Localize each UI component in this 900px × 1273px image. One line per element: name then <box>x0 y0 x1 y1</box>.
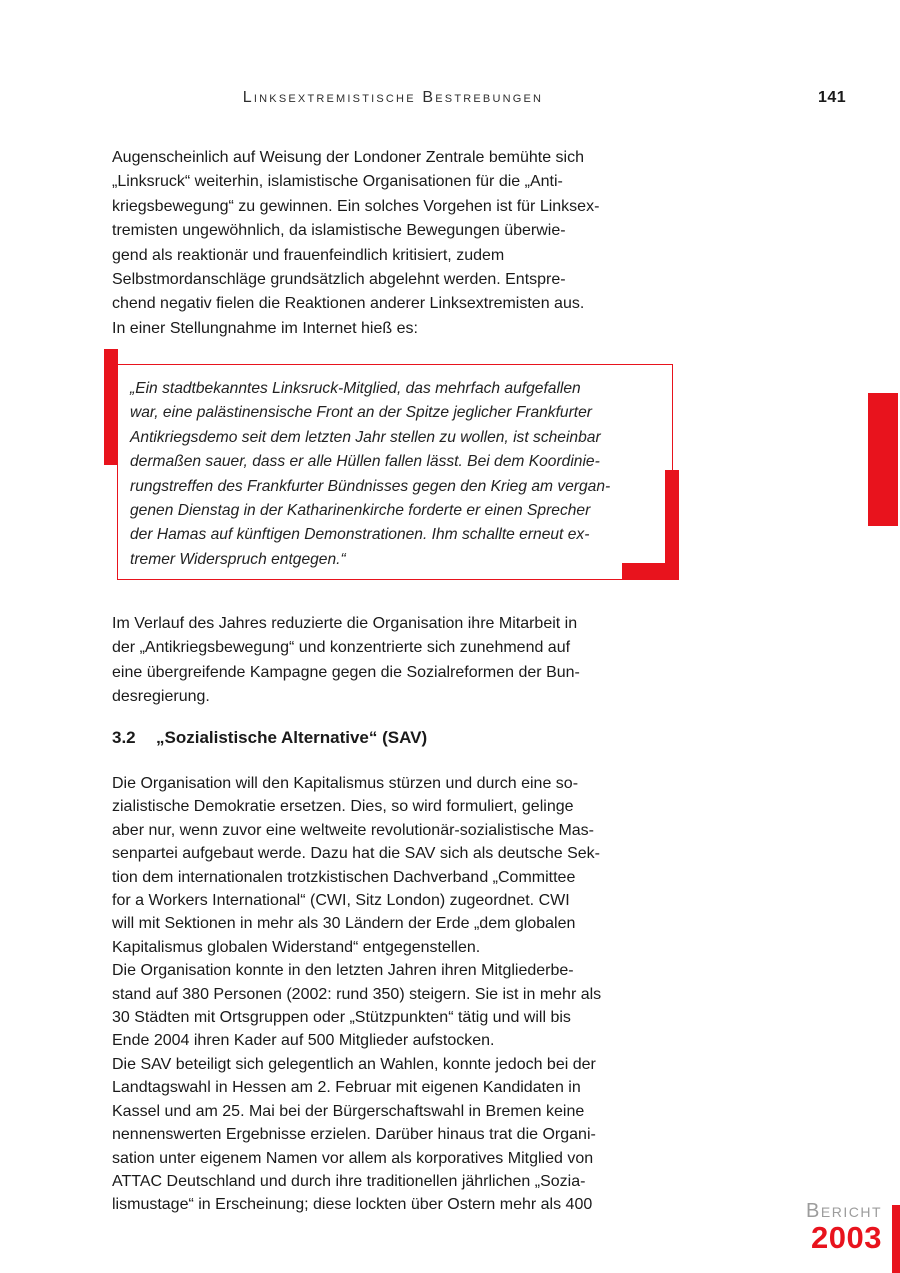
text-line: genen Dienstag in der Katharinenkirche forderte er einen Sprecher <box>130 502 591 520</box>
text-line: dermaßen sauer, dass er alle Hüllen fallen lässt. Bei dem Koordinie- <box>130 453 600 471</box>
text-line: will mit Sektionen in mehr als 30 Ländern der Erde „dem globalen <box>112 915 576 933</box>
text-line: ATTAC Deutschland und durch ihre traditionellen jährlichen „Sozia- <box>112 1172 586 1190</box>
text-line: Augenscheinlich auf Weisung der Londoner Zentrale bemühte sich <box>112 149 584 166</box>
text-line: stand auf 380 Personen (2002: rund 350) steigern. Sie ist in mehr als <box>112 985 602 1003</box>
text-line: tremer Widerspruch entgegen.“ <box>130 550 346 568</box>
text-line: der Hamas auf künftigen Demonstrationen. Ihm schallte erneut ex- <box>130 526 590 544</box>
body-paragraph-3 <box>112 772 677 1217</box>
quote-box <box>117 364 673 580</box>
report-label: Bericht <box>806 1200 882 1222</box>
section-title: „Sozialistische Alternative“ (SAV) <box>156 728 428 747</box>
text-line: tion dem internationalen trotzkistischen Dachverband „Committee <box>112 868 576 886</box>
running-header-title: Linksextremistische Bestrebungen <box>242 89 544 106</box>
text-line: Kapitalismus globalen Widerstand“ entgegenstellen. <box>112 938 481 956</box>
quote-text <box>130 377 666 572</box>
text-line: „Linksruck“ weiterhin, islamistische Organisationen für die „Anti- <box>112 173 563 191</box>
body-paragraph-2 <box>112 612 677 710</box>
chapter-tab-marker <box>868 393 898 526</box>
text-line: der „Antikriegsbewegung“ und konzentrierte sich zunehmend auf <box>112 639 571 657</box>
text-line: Selbstmordanschläge grundsätzlich abgelehnt werden. Entspre- <box>112 271 566 289</box>
section-number: 3.2 <box>112 728 136 747</box>
text-line: 30 Städten mit Ortsgruppen oder „Stützpunkten“ tätig und will bis <box>112 1009 571 1027</box>
text-line: zialistische Demokratie ersetzen. Dies, so wird formuliert, gelinge <box>112 798 574 816</box>
text-line: Antikriegsdemo seit dem letzten Jahr stellen zu wollen, ist scheinbar <box>130 428 601 446</box>
text-line: In einer Stellungnahme im Internet hieß es: <box>112 319 418 337</box>
page-edge-bar <box>892 1205 900 1273</box>
text-line: lismustage“ in Erscheinung; diese lockten über Ostern mehr als 400 <box>112 1196 593 1214</box>
text-line: Im Verlauf des Jahres reduzierte die Organisation ihre Mitarbeit in <box>112 615 578 632</box>
text-line: kriegsbewegung“ zu gewinnen. Ein solches Vorgehen ist für Linksex- <box>112 197 600 215</box>
text-line: chend negativ fielen die Reaktionen anderer Linksextremisten aus. <box>112 295 585 313</box>
text-line: Ende 2004 ihren Kader auf 500 Mitglieder aufstocken. <box>112 1032 495 1050</box>
text-line: sation unter eigenem Namen vor allem als korporatives Mitglied von <box>112 1149 594 1167</box>
text-line: Landtagswahl in Hessen am 2. Februar mit eigenen Kandidaten in <box>112 1079 581 1097</box>
text-line: rungstreffen des Frankfurter Bündnisses gegen den Krieg am vergan- <box>130 477 611 495</box>
text-line: „Ein stadtbekanntes Linksruck-Mitglied, das mehrfach aufgefallen <box>130 380 581 397</box>
text-line: Die Organisation konnte in den letzten Jahren ihren Mitgliederbe- <box>112 962 574 980</box>
text-line: gend als reaktionär und frauenfeindlich kritisiert, zudem <box>112 246 505 264</box>
report-footer <box>806 1200 882 1254</box>
text-line: eine übergreifende Kampagne gegen die Sozialreformen der Bun- <box>112 663 580 681</box>
report-year: 2003 <box>811 1220 882 1255</box>
text-line: war, eine palästinensische Front an der Spitze jeglicher Frankfurter <box>130 404 592 422</box>
text-line: tremisten ungewöhnlich, da islamistische Bewegungen überwie- <box>112 222 566 240</box>
text-line: Kassel und am 25. Mai bei der Bürgerschaftswahl in Bremen keine <box>112 1102 585 1120</box>
page-number: 141 <box>818 89 847 106</box>
text-line: aber nur, wenn zuvor eine weltweite revolutionär-sozialistische Mas- <box>112 821 594 839</box>
text-line: Die Organisation will den Kapitalismus stürzen und durch eine so- <box>112 775 579 792</box>
text-line: Die SAV beteiligt sich gelegentlich an Wahlen, konnte jedoch bei der <box>112 1055 596 1073</box>
section-heading <box>112 728 427 748</box>
text-line: senpartei aufgebaut werde. Dazu hat die SAV sich als deutsche Sek- <box>112 845 600 863</box>
text-line: desregierung. <box>112 688 210 706</box>
body-paragraph-1 <box>112 146 677 341</box>
text-line: nennenswerten Ergebnisse erzielen. Darüber hinaus trat die Organi- <box>112 1126 596 1144</box>
quote-accent-bar-left <box>104 349 118 465</box>
text-line: for a Workers International“ (CWI, Sitz London) zugeordnet. CWI <box>112 892 570 910</box>
